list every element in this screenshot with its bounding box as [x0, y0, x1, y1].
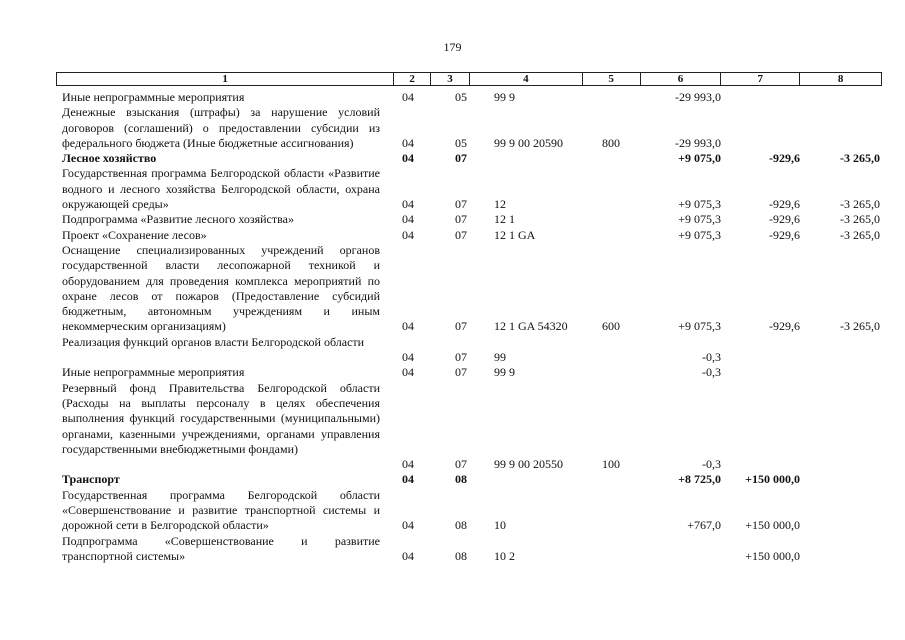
row-cell-c3: 07	[455, 365, 467, 380]
row-name: Реализация функций органов власти Белгородской области	[62, 334, 365, 349]
row-cell-c3: 07	[455, 319, 467, 334]
row-name: Подпрограмма «Развитие лесного хозяйства»	[62, 212, 294, 227]
header-col-2: 2	[394, 73, 431, 85]
table-row	[0, 166, 905, 212]
row-cell-c3: 05	[455, 90, 467, 104]
row-cell-c7: -929,6	[769, 151, 800, 166]
row-cell-c6: -29 993,0	[675, 90, 721, 104]
row-cell-c4: 99 9 00 20590	[494, 135, 563, 150]
row-cell-c3: 05	[455, 135, 467, 150]
row-name: Лесное хозяйство	[62, 151, 157, 166]
row-cell-c6: -29 993,0	[675, 135, 721, 150]
table-row	[0, 472, 905, 487]
page-number: 179	[443, 40, 462, 54]
row-cell-c4: 10	[494, 518, 506, 533]
row-cell-c4: 12 1 GA	[494, 227, 536, 242]
row-cell-c3: 07	[455, 151, 467, 166]
row-cell-c3: 07	[455, 457, 467, 472]
row-cell-c3: 07	[455, 227, 467, 242]
row-cell-c7: +150 000,0	[745, 548, 800, 563]
row-name: Транспорт	[62, 472, 120, 487]
table-body	[0, 90, 905, 564]
row-cell-c4: 10 2	[494, 548, 515, 563]
row-cell-c4: 99	[494, 350, 506, 365]
header-col-5: 5	[583, 73, 641, 85]
row-cell-c4: 12 1	[494, 212, 515, 227]
header-col-8: 8	[837, 73, 844, 85]
row-cell-c2: 04	[402, 319, 414, 334]
row-cell-c4: 99 9	[494, 365, 515, 380]
row-cell-c3: 07	[455, 212, 467, 227]
row-name: Государственная программа Белгородской области «Совершенствование и развитие транспортной системы и дорожной сети в Белгородской области»	[62, 487, 380, 533]
row-name: Резервный фонд Правительства Белгородской области (Расходы на выплаты персоналу в целях обеспечения выполнения функций государственными (муниципальными) органами, казенными учреждениями, органами управления государственными внебюджетными фондами)	[62, 380, 380, 456]
header-col-4: 4	[470, 73, 583, 85]
header-col-3: 3	[431, 73, 470, 85]
table-row	[0, 151, 905, 166]
row-cell-c3: 08	[455, 548, 467, 563]
row-cell-c8: -3 265,0	[840, 197, 880, 212]
row-cell-c6: +9 075,3	[678, 197, 721, 212]
row-cell-c4: 12	[494, 197, 506, 212]
row-cell-c5: 100	[602, 457, 620, 472]
row-name: Иные непрограммные мероприятия	[62, 90, 245, 104]
row-cell-c2: 04	[402, 548, 414, 563]
row-cell-c2: 04	[402, 457, 414, 472]
row-cell-c3: 07	[455, 197, 467, 212]
row-cell-c8: -3 265,0	[840, 319, 880, 334]
table-row	[0, 90, 905, 105]
row-cell-c2: 04	[402, 212, 414, 227]
row-cell-c2: 04	[402, 350, 414, 365]
row-cell-c7: -929,6	[769, 197, 800, 212]
row-cell-c2: 04	[402, 365, 414, 380]
row-cell-c6: +9 075,0	[678, 151, 721, 166]
row-name: Иные непрограммные мероприятия	[62, 365, 245, 380]
table-header	[56, 72, 882, 86]
row-cell-c6: +9 075,3	[678, 212, 721, 227]
row-cell-c8: -3 265,0	[840, 151, 880, 166]
row-cell-c5: 600	[602, 319, 620, 334]
row-name: Государственная программа Белгородской области «Развитие водного и лесного хозяйства Белгородской области, охрана окружающей среды»	[62, 166, 380, 212]
row-cell-c2: 04	[402, 227, 414, 242]
row-cell-c6: +767,0	[687, 518, 721, 533]
row-cell-c2: 04	[402, 518, 414, 533]
row-cell-c2: 04	[402, 90, 414, 104]
row-cell-c7: -929,6	[769, 212, 800, 227]
row-cell-c7: +150 000,0	[745, 472, 800, 487]
header-col-7: 7	[721, 73, 800, 85]
row-cell-c6: +9 075,3	[678, 227, 721, 242]
row-name: Денежные взыскания (штрафы) за нарушение условий договоров (соглашений) о предоставлении субсидии из федерального бюджета (Иные бюджетные ассигнования)	[62, 105, 380, 150]
row-cell-c8: -3 265,0	[840, 227, 880, 242]
row-cell-c2: 04	[402, 151, 414, 166]
row-cell-c5: 800	[602, 135, 620, 150]
row-cell-c2: 04	[402, 135, 414, 150]
row-cell-c6: -0,3	[702, 365, 721, 380]
row-name: Проект «Сохранение лесов»	[62, 227, 207, 242]
header-col-6: 6	[641, 73, 722, 85]
table-row	[0, 243, 905, 335]
table-row	[0, 488, 905, 534]
row-cell-c2: 04	[402, 197, 414, 212]
row-cell-c8: -3 265,0	[840, 212, 880, 227]
row-cell-c6: -0,3	[702, 350, 721, 365]
table-row	[0, 228, 905, 243]
row-cell-c3: 07	[455, 350, 467, 365]
row-cell-c6: +8 725,0	[678, 472, 721, 487]
header-col-1: 1	[57, 73, 394, 85]
table-row	[0, 105, 905, 151]
row-cell-c7: +150 000,0	[745, 518, 800, 533]
row-name: Подпрограмма «Совершенствование и развитие транспортной системы»	[62, 533, 380, 563]
row-cell-c6: -0,3	[702, 457, 721, 472]
row-cell-c3: 08	[455, 518, 467, 533]
row-cell-c7: -929,6	[769, 319, 800, 334]
table-row	[0, 534, 905, 565]
row-cell-c3: 08	[455, 472, 467, 487]
row-cell-c7: -929,6	[769, 227, 800, 242]
row-name: Оснащение специализированных учреждений органов государственной власти лесопожарной техникой и оборудованием для проведения комплекса мероприятий по охране лесов от пожаров (Предоставление субсидий бюджетным, автономным учреждениям и иным некоммерческим организациям)	[62, 242, 380, 334]
table-row	[0, 365, 905, 380]
table-row	[0, 212, 905, 227]
row-cell-c6: +9 075,3	[678, 319, 721, 334]
table-row	[0, 335, 905, 366]
row-cell-c4: 12 1 GA 54320	[494, 319, 568, 334]
table-row	[0, 381, 905, 473]
row-cell-c4: 99 9	[494, 90, 515, 104]
row-cell-c2: 04	[402, 472, 414, 487]
row-cell-c4: 99 9 00 20550	[494, 457, 563, 472]
